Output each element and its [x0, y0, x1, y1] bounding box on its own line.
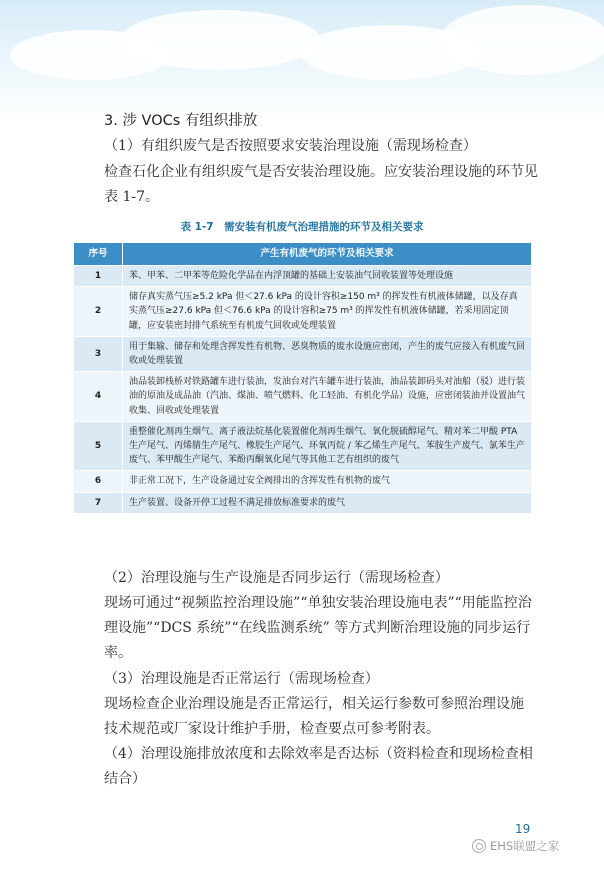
- column-header-requirement: 产生有机废气的环节及相关要求: [123, 243, 532, 266]
- cloud-decoration: [120, 10, 320, 70]
- subsection-heading-2: （2）治理设施与生产设施是否同步运行（需现场检查）: [104, 570, 449, 586]
- subsection-heading-1: （1）有组织废气是否按照要求安装治理设施（需现场检查）: [104, 138, 477, 154]
- row-text: 非正常工况下，生产设备通过安全阀排出的含挥发性有机物的废气: [123, 471, 532, 492]
- subsection-heading-4: （4）治理设施排放浓度和去除效率是否达标（资料检查和现场检查相结合）: [104, 746, 533, 787]
- row-number: 3: [74, 336, 123, 371]
- table-row: [74, 266, 532, 287]
- watermark: [472, 838, 559, 854]
- table-row: [74, 421, 532, 471]
- body-paragraph: 现场可通过“视频监控治理设施”“单独安装治理设施电表”“用能监控治理设施”“DCS 系统”“在线监测系统” 等方式判断治理设施的同步运行率。: [104, 595, 532, 661]
- table-row: [74, 372, 532, 422]
- row-number: 4: [74, 372, 123, 422]
- row-text: 重整催化剂再生烟气、离子液法烷基化装置催化剂再生烟气、氧化脱硫醇尾气、精对苯二甲酸 PTA 生产尾气、丙烯腈生产尾气、橡胶生产尾气、环氧丙烷 / 苯乙烯生产尾气、苯胺生产废气、氯苯生产废气、苯甲酸生产尾气、苯酚丙酮氧化尾气等其他工艺有组织的废气: [123, 421, 532, 471]
- table-row: [74, 336, 532, 371]
- table-row: [74, 471, 532, 492]
- row-number: 2: [74, 287, 123, 337]
- row-number: 5: [74, 421, 123, 471]
- cloud-decoration: [440, 5, 604, 75]
- watermark-text: EHS联盟之家: [490, 839, 560, 853]
- table-header-row: [74, 243, 532, 266]
- row-text: 储存真实蒸气压≥5.2 kPa 但＜27.6 kPa 的设计容积≥150 m³ 的挥发性有机液体储罐，以及存真实蒸气压≥27.6 kPa 但＜76.6 kPa 的设计容积≥75 m³ 的挥发性有机液体储罐，若采用固定顶罐，应安装密封排气系统至有机废气回收或处理装置: [123, 287, 532, 337]
- row-text: 苯、甲苯、二甲苯等危险化学品在内浮顶罐的基础上安装油气回收装置等处理设施: [123, 266, 532, 287]
- row-text: 生产装置、设备开停工过程不满足排放标准要求的废气: [123, 492, 532, 513]
- table-row: [74, 287, 532, 337]
- row-text: 油品装卸栈桥对铁路罐车进行装油，发油台对汽车罐车进行装油，油品装卸码头对油船（驳）进行装油的原油及成品油（汽油、煤油、喷气燃料、化工轻油、有机化学品）设施，应密闭装油并设置油气收集、回收或处理装置: [123, 372, 532, 422]
- row-number: 6: [74, 471, 123, 492]
- wechat-account-icon: [472, 839, 486, 853]
- section-heading: 3. 涉 VOCs 有组织排放: [104, 113, 258, 129]
- page-header-background: [0, 0, 604, 120]
- table-caption: 表 1-7 需安装有机废气治理措施的环节及相关要求: [180, 221, 424, 233]
- subsection-heading-3: （3）治理设施是否正常运行（需现场检查）: [104, 671, 379, 687]
- body-paragraph: 现场检查企业治理设施是否正常运行，相关运行参数可参照治理设施技术规范或厂家设计维护手册，检查要点可参考附表。: [104, 696, 524, 737]
- row-number: 7: [74, 492, 123, 513]
- table-row: [74, 492, 532, 513]
- column-header-number: 序号: [74, 243, 123, 266]
- requirements-table: [73, 242, 532, 514]
- row-number: 1: [74, 266, 123, 287]
- row-text: 用于集输、储存和处理含挥发性有机物、恶臭物质的废水设施应密闭，产生的废气应接入有机废气回收或处理装置: [123, 336, 532, 371]
- body-paragraph: 检查石化企业有组织废气是否安装治理设施。应安装治理设施的环节见表 1-7。: [104, 164, 538, 205]
- page-number: 19: [515, 822, 531, 836]
